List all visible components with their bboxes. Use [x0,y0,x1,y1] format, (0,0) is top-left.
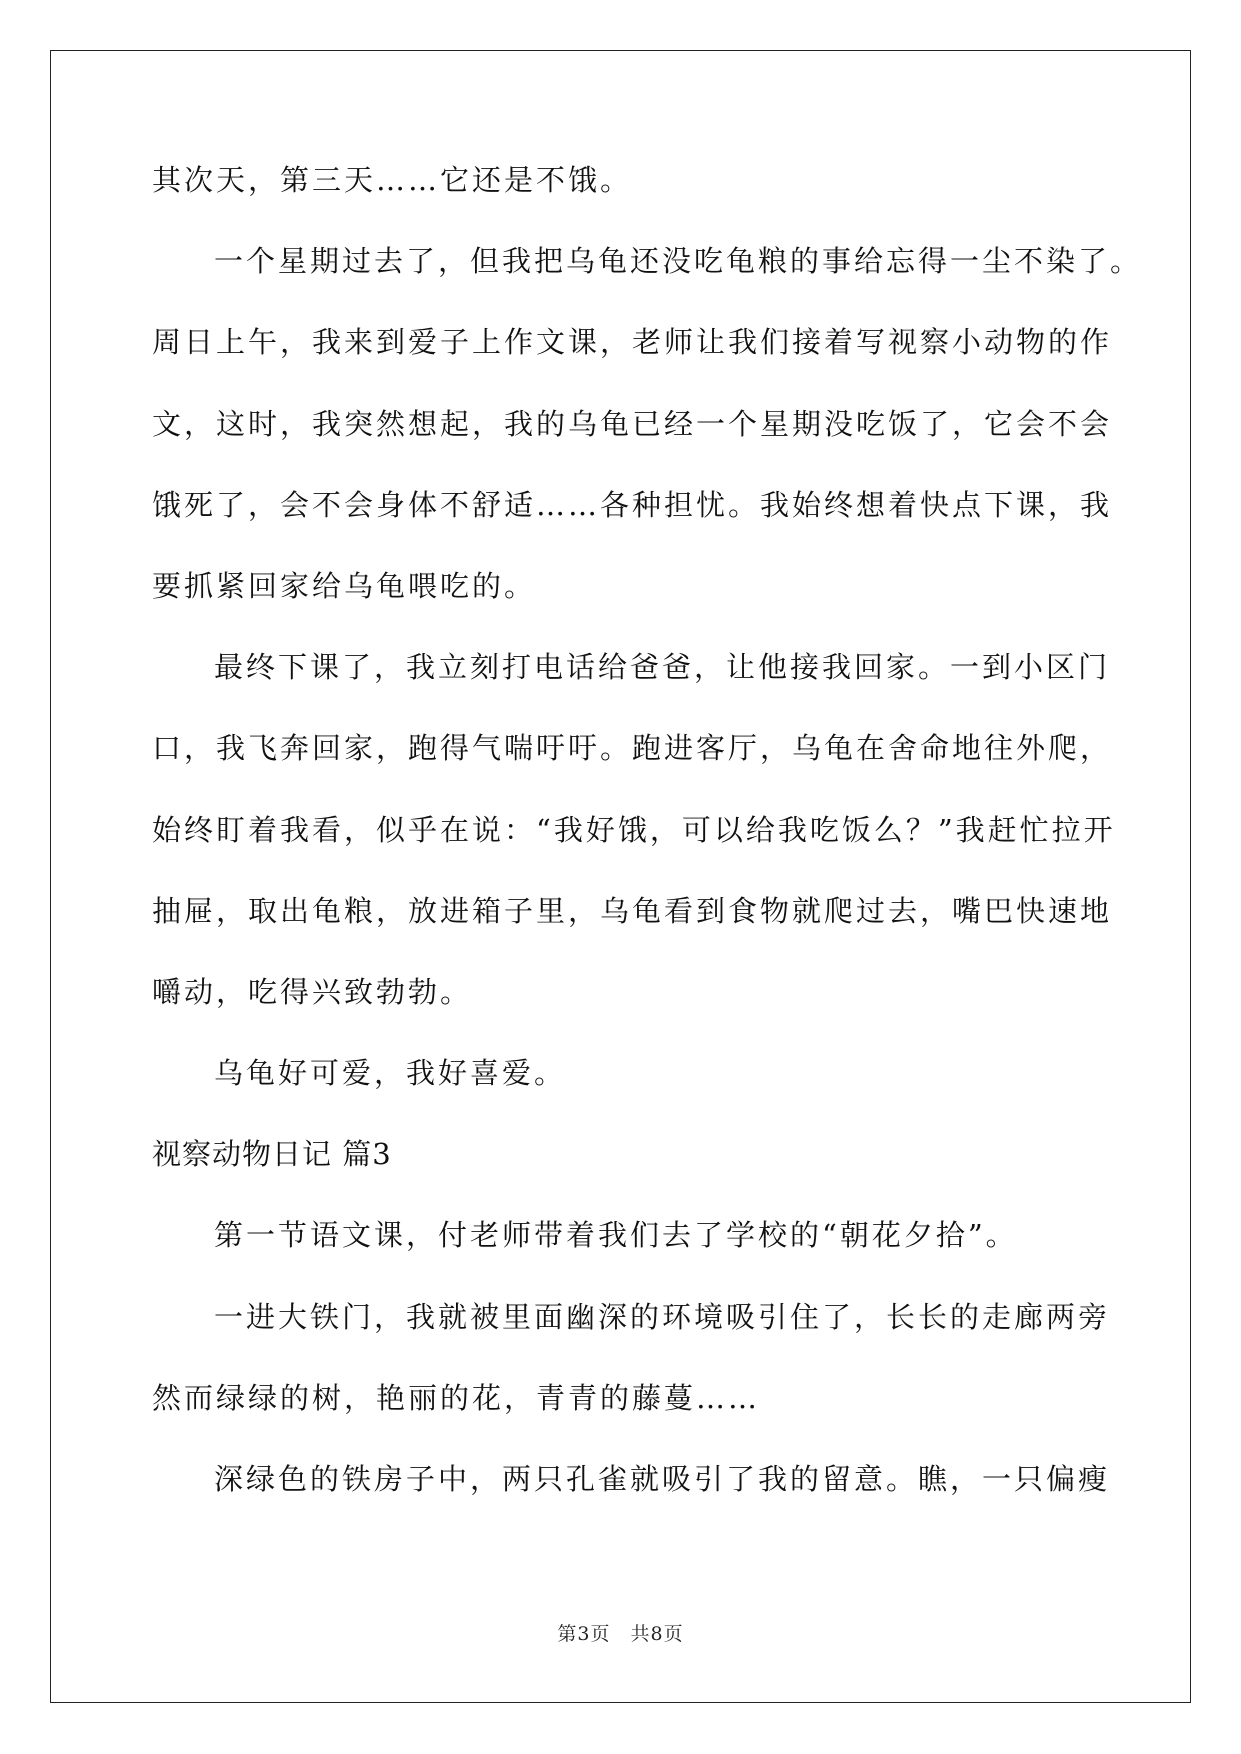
text-line: 周日上午，我来到爱子上作文课，老师让我们接着写视察小动物的作 [152,325,1113,360]
text-line: 口，我飞奔回家，跑得气喘吁吁。跑进客厅，乌龟在舍命地往外爬， [152,731,1113,766]
paragraph-start: 一进大铁门，我就被里面幽深的环境吸引住了，长长的走廊两旁 [214,1299,1111,1334]
text-line: 饿死了，会不会身体不舒适……各种担忧。我始终想着快点下课，我 [152,487,1113,522]
paragraph-start: 最终下课了，我立刻打电话给爸爸，让他接我回家。一到小区门 [214,650,1111,685]
text-line: 嚼动，吃得兴致勃勃。 [152,974,473,1009]
section-heading: 视察动物日记 篇3 [152,1137,392,1172]
text-line: 抽屉，取出龟粮，放进箱子里，乌龟看到食物就爬过去，嘴巴快速地 [152,893,1113,928]
page-number: 第3页 共8页 [557,1623,684,1645]
text-line: 其次天，第三天……它还是不饿。 [152,163,633,197]
paragraph-start: 一个星期过去了，但我把乌龟还没吃龟粮的事给忘得一尘不染了。 [214,244,1143,279]
document-body [152,160,1143,1540]
paragraph-start: 深绿色的铁房子中，两只孔雀就吸引了我的留意。瞧，一只偏瘦 [214,1462,1111,1496]
paragraph-start: 第一节语文课，付老师带着我们去了学校的“朝花夕拾”。 [214,1218,1018,1253]
text-line: 然而绿绿的树，艳丽的花，青青的藤蔓…… [152,1380,761,1415]
paragraph-start: 乌龟好可爱，我好喜爱。 [214,1056,567,1091]
text-line: 文，这时，我突然想起，我的乌龟已经一个星期没吃饭了，它会不会 [152,406,1113,441]
text-line: 始终盯着我看，似乎在说：“我好饿，可以给我吃饭么？”我赶忙拉开 [152,812,1116,847]
text-line: 要抓紧回家给乌龟喂吃的。 [152,568,537,603]
